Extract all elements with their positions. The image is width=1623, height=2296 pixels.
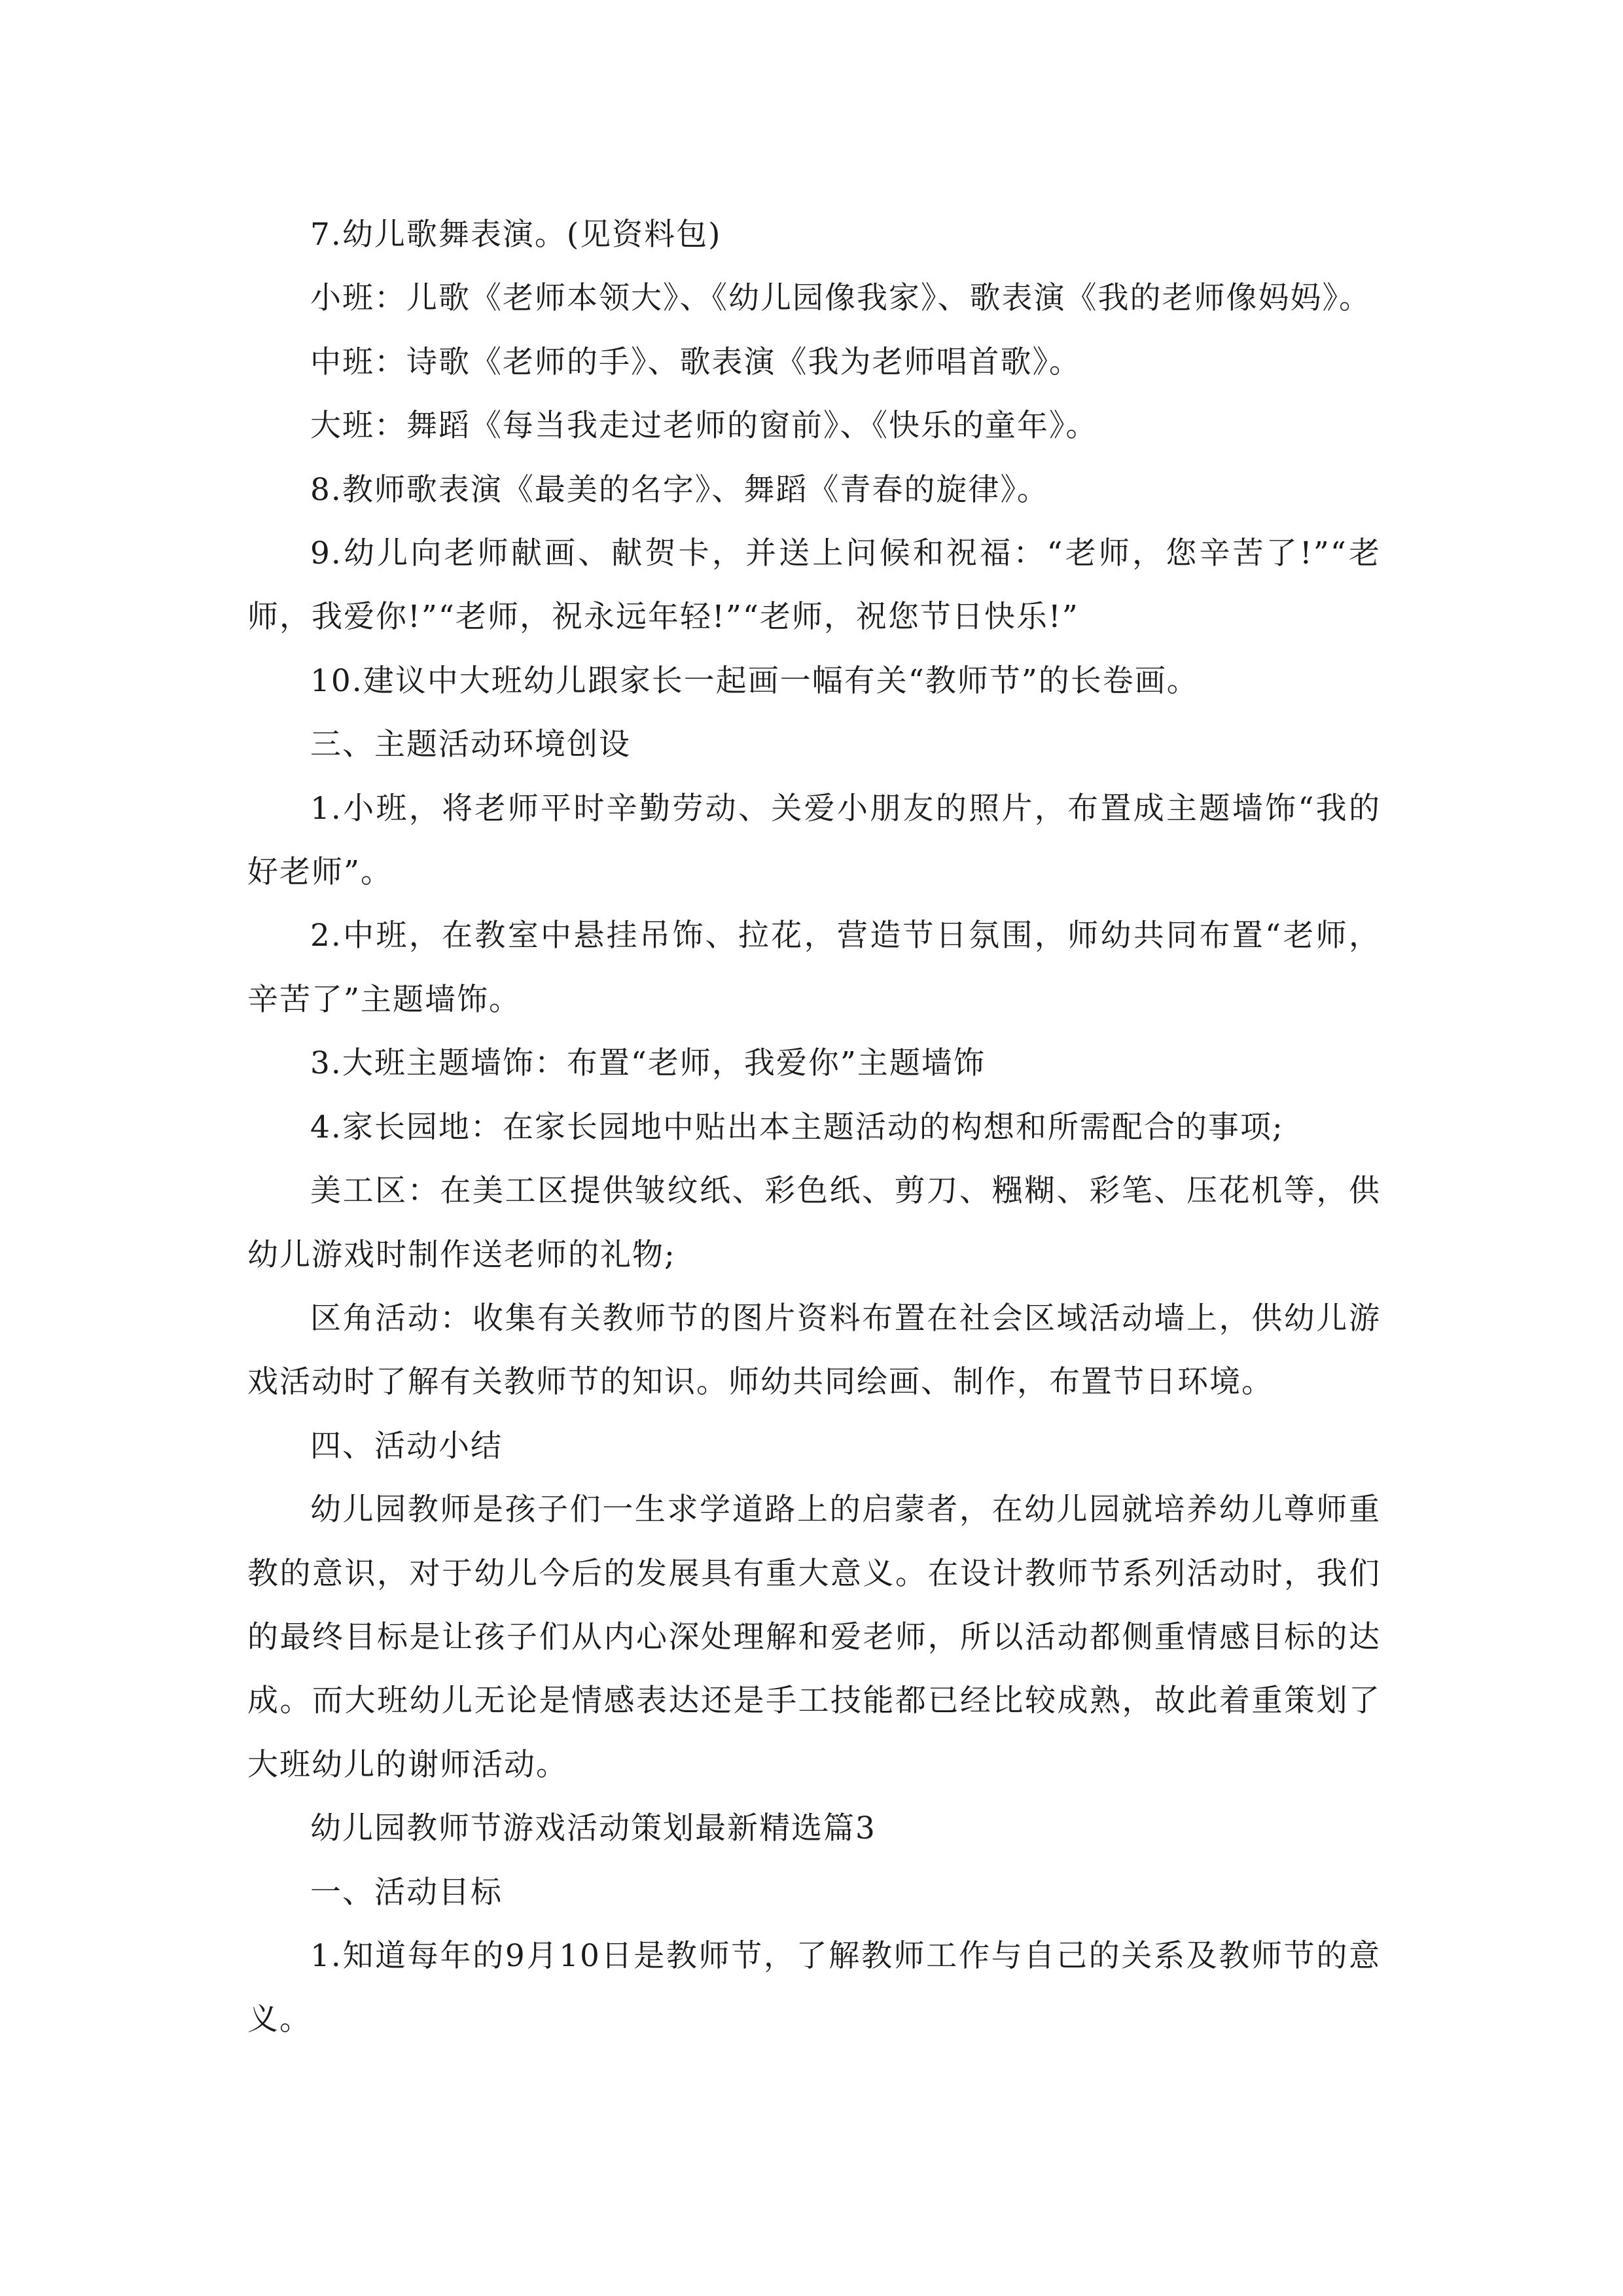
paragraph-summary: 幼儿园教师是孩子们一生求学道路上的启蒙者，在幼儿园就培养幼儿尊师重教的意识，对于幼儿今后的发展具有重大意义。在设计教师节系列活动时，我们的最终目标是让孩子们从内心深处理解和爱老师，所以活动都侧重情感目标的达成。而大班幼儿无论是情感表达还是手工技能都已经比较成熟，故此着重策划了大班幼儿的谢师活动。 — [247, 1492, 1381, 1783]
paragraph-middle-class-wall: 2.中班，在教室中悬挂吊饰、拉花，营造节日氛围，师幼共同布置“老师，辛苦了”主题墙饰。 — [247, 918, 1381, 1018]
paragraph-parent-garden: 4.家长园地：在家长园地中贴出本主题活动的构想和所需配合的事项; — [310, 1109, 1284, 1145]
paragraph-big-class-wall: 3.大班主题墙饰：布置“老师，我爱你”主题墙饰 — [310, 1045, 986, 1082]
paragraph-corner-activity: 区角活动：收集有关教师节的图片资料布置在社会区域活动墙上，供幼儿游戏活动时了解有关教师节的知识。师幼共同绘画、制作，布置节日环境。 — [247, 1300, 1381, 1401]
section-heading-environment: 三、主题活动环境创设 — [310, 726, 631, 763]
section-heading-summary: 四、活动小结 — [310, 1427, 503, 1464]
document-body — [247, 203, 1381, 2052]
paragraph-middle-class: 中班：诗歌《老师的手》、歌表演《我为老师唱首歌》。 — [310, 344, 1081, 380]
paragraph-art-area: 美工区：在美工区提供皱纹纸、彩色纸、剪刀、糨糊、彩笔、压花机等，供幼儿游戏时制作送老师的礼物; — [247, 1173, 1381, 1273]
paragraph-gifts-and-wishes: 9.幼儿向老师献画、献贺卡，并送上问候和祝福：“老师，您辛苦了!”“老师，我爱你!”“老师，祝永远年轻!”“老师，祝您节日快乐!” — [247, 535, 1381, 636]
paragraph-long-scroll-painting: 10.建议中大班幼儿跟家长一起画一幅有关“教师节”的长卷画。 — [310, 662, 1199, 699]
paragraph-goal-1: 1.知道每年的9月10日是教师节，了解教师工作与自己的关系及教师节的意义。 — [247, 1937, 1381, 2038]
section-heading-goals: 一、活动目标 — [310, 1874, 503, 1910]
paragraph-small-class-wall: 1.小班，将老师平时辛勤劳动、关爱小朋友的照片，布置成主题墙饰“我的好老师”。 — [247, 790, 1381, 891]
paragraph-big-class: 大班：舞蹈《每当我走过老师的窗前》、《快乐的童年》。 — [310, 408, 1098, 444]
paragraph-teacher-performance: 8.教师歌表演《最美的名字》、舞蹈《青春的旋律》。 — [310, 471, 1049, 508]
article-title-part3: 幼儿园教师节游戏活动策划最新精选篇3 — [310, 1810, 876, 1847]
paragraph-song-dance-performance: 7.幼儿歌舞表演。(见资料包) — [310, 217, 722, 253]
paragraph-small-class: 小班：儿歌《老师本领大》、《幼儿园像我家》、歌表演《我的老师像妈妈》。 — [310, 280, 1371, 317]
